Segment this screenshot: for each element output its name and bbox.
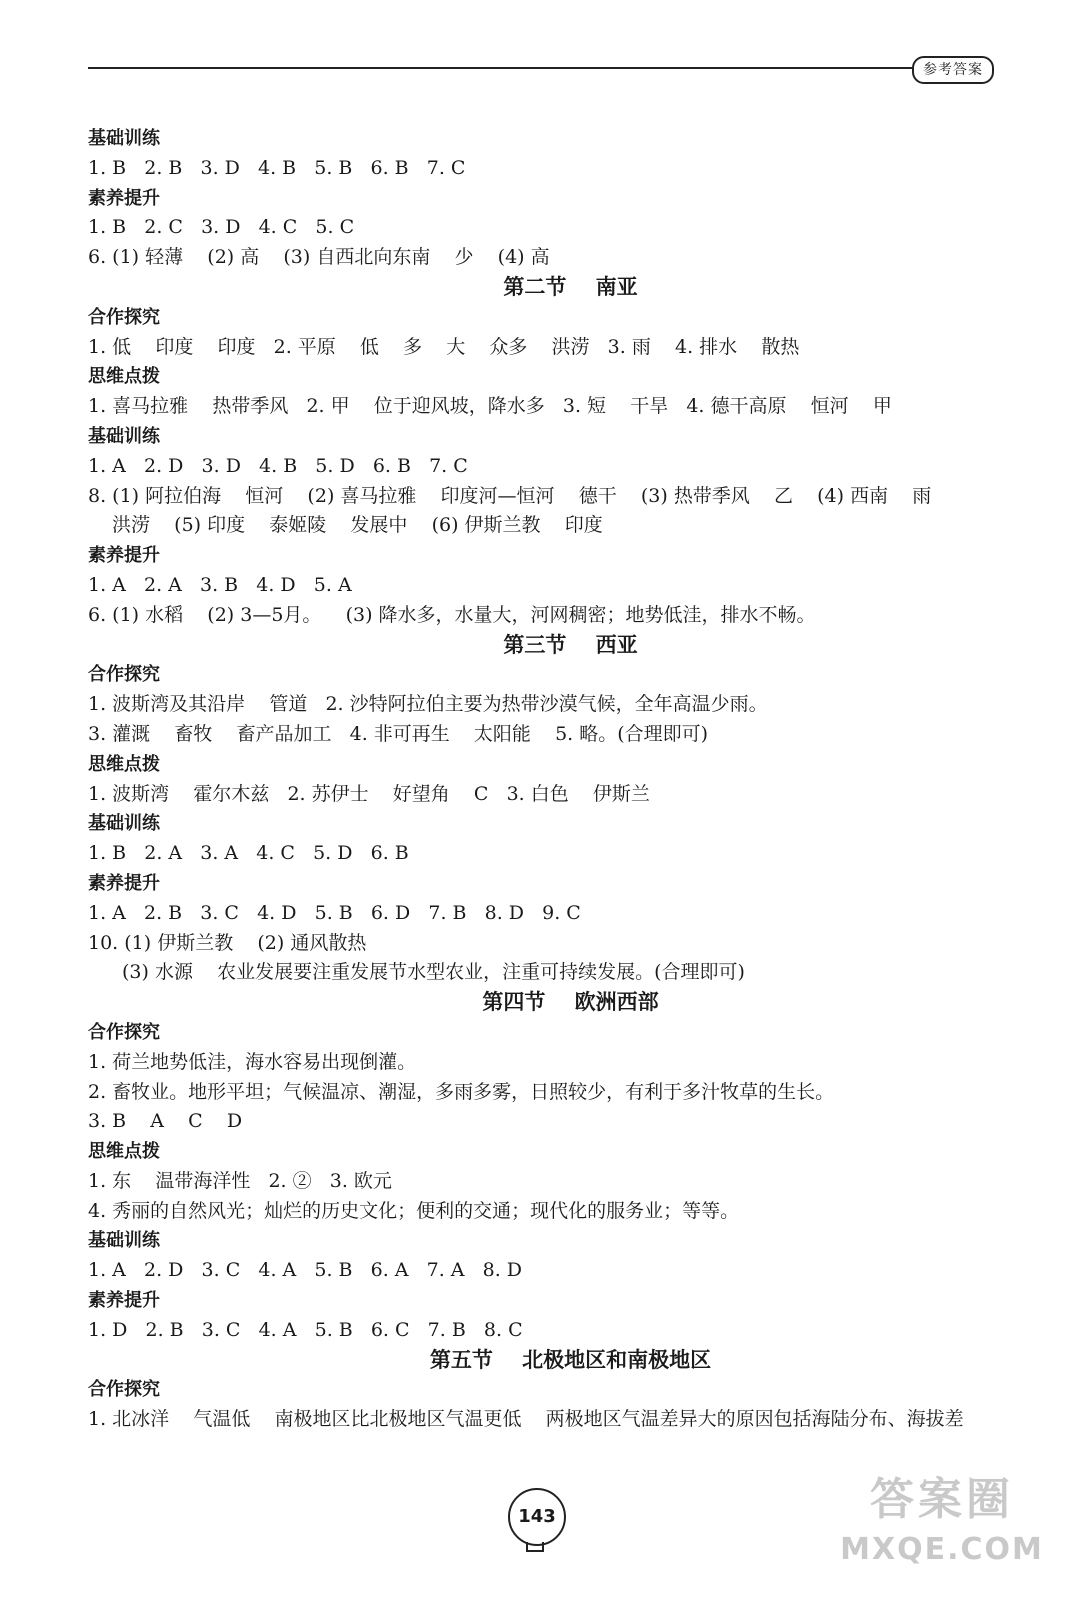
subsection-heading: 基础训练 [88,128,160,149]
answer-line: 1. A 2. B 3. C 4. D 5. B 6. D 7. B 8. D 9. C [88,901,581,924]
answer-line: 洪涝 (5) 印度 泰姬陵 发展中 (6) 伊斯兰教 印度 [112,514,603,537]
subsection-heading: 思维点拨 [88,366,160,388]
page-number: 143 [508,1488,566,1546]
section-title: 第五节 北极地区和南极地区 [429,1347,712,1372]
subsection-heading: 素养提升 [88,872,160,894]
subsection-heading: 基础训练 [88,425,160,447]
answer-line: 3. 灌溉 畜牧 畜产品加工 4. 非可再生 太阳能 5. 略。(合理即可) [88,722,709,745]
subsection-heading: 基础训练 [88,1230,160,1252]
answer-line: 10. (1) 伊斯兰教 (2) 通风散热 [88,931,367,954]
answer-line: 1. B 2. A 3. A 4. C 5. D 6. B [88,842,409,865]
subsection-heading: 合作探究 [88,1021,160,1043]
subsection-heading: 基础训练 [88,813,160,835]
subsection-heading: 合作探究 [88,664,160,686]
answer-line: 1. 荷兰地势低洼，海水容易出现倒灌。 [88,1050,417,1073]
subsection-heading: 素养提升 [88,545,160,567]
answer-line: 6. (1) 水稻 (2) 3—5月。 (3) 降水多，水量大，河网稠密；地势低洼，排水不畅。 [88,603,816,626]
globe-stand-icon [526,1542,544,1552]
section-title: 第四节 欧洲西部 [482,990,659,1015]
header-badge: 参考答案 [912,56,994,84]
answer-line: 1. 低 印度 印度 2. 平原 低 多 大 众多 洪涝 3. 雨 4. 排水 散热 [88,335,800,358]
subsection-heading: 素养提升 [88,187,160,209]
answer-line: 1. 波斯湾及其沿岸 管道 2. 沙特阿拉伯主要为热带沙漠气候，全年高温少雨。 [88,693,768,716]
answer-line: 1. B 2. B 3. D 4. B 5. B 6. B 7. C [88,156,466,179]
answer-line: 3. B A C D [88,1110,243,1133]
answer-line: 1. 喜马拉雅 热带季风 2. 甲 位于迎风坡，降水多 3. 短 干旱 4. 德干高原 恒河 甲 [88,395,892,418]
subsection-heading: 合作探究 [88,1379,160,1401]
watermark [822,1470,1062,1590]
answer-line: 2. 畜牧业。地形平坦；气候温凉、潮湿，多雨多雾，日照较少，有利于多汁牧草的生长。 [88,1080,835,1103]
watermark-url: MXQE.COM [840,1532,1044,1567]
subsection-heading: 合作探究 [88,306,160,328]
watermark-logo-text: 答案圈 [870,1474,1014,1525]
answer-line: (3) 水源 农业发展要注重发展节水型农业，注重可持续发展。(合理即可) [122,961,745,984]
header-rule [88,67,914,69]
answer-line: 1. D 2. B 3. C 4. A 5. B 6. C 7. B 8. C [88,1318,523,1341]
answer-line: 8. (1) 阿拉伯海 恒河 (2) 喜马拉雅 印度河—恒河 德干 (3) 热带季风 乙 (4) 西南 雨 [88,484,932,507]
subsection-heading: 思维点拨 [88,753,160,775]
answer-content [88,124,993,1435]
answer-line: 6. (1) 轻薄 (2) 高 (3) 自西北向东南 少 (4) 高 [88,246,550,269]
answer-line: 1. B 2. C 3. D 4. C 5. C [88,216,355,239]
answer-line: 1. A 2. D 3. C 4. A 5. B 6. A 7. A 8. D [88,1259,523,1282]
answer-line: 1. 北冰洋 气温低 南极地区比北极地区气温更低 两极地区气温差异大的原因包括海陆分布、海拔差 [88,1408,964,1431]
answer-line: 4. 秀丽的自然风光；灿烂的历史文化；便利的交通；现代化的服务业；等等。 [88,1199,740,1222]
subsection-heading: 素养提升 [88,1290,160,1312]
section-title: 第二节 南亚 [503,274,638,299]
answer-line: 1. 东 温带海洋性 2. ② 3. 欧元 [88,1169,392,1192]
answer-line: 1. 波斯湾 霍尔木兹 2. 苏伊士 好望角 C 3. 白色 伊斯兰 [88,782,650,805]
answer-line: 1. A 2. A 3. B 4. D 5. A [88,573,352,596]
section-title: 第三节 西亚 [503,632,638,657]
answer-line: 1. A 2. D 3. D 4. B 5. D 6. B 7. C [88,454,468,477]
subsection-heading: 思维点拨 [88,1141,160,1163]
